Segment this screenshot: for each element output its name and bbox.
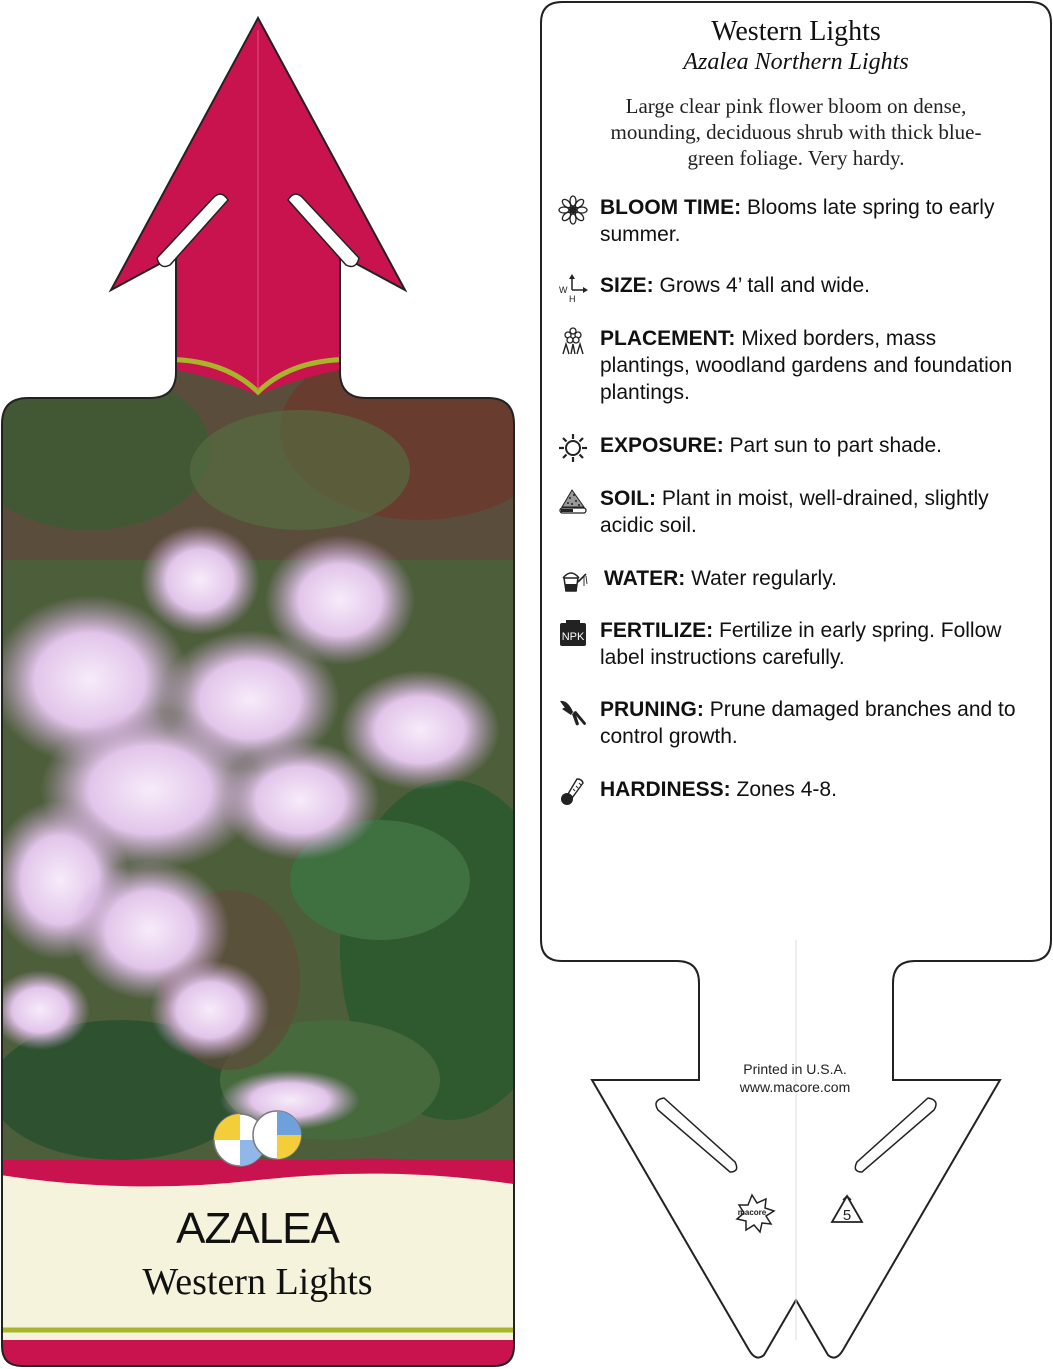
- soil-label: SOIL:: [600, 487, 656, 510]
- soil-text: Plant in moist, well-drained, slightly acidic soil.: [600, 487, 989, 537]
- azalea-photo: [0, 340, 560, 1160]
- size-label: SIZE:: [600, 274, 654, 297]
- info-placement: [558, 325, 1028, 406]
- recycle-number: 5: [842, 1207, 852, 1224]
- water-label: WATER:: [604, 567, 686, 590]
- info-hardiness: [558, 776, 1028, 803]
- printed-in-usa: [700, 1060, 890, 1096]
- flower-icon: [558, 195, 588, 225]
- water-text: Water regularly.: [691, 567, 837, 590]
- info-soil: [558, 485, 1028, 539]
- bloom-time-label: BLOOM TIME:: [600, 196, 742, 219]
- soil-icon: [558, 486, 588, 516]
- pruners-icon: [558, 697, 588, 727]
- info-water: [558, 565, 1028, 592]
- pruning-text: Prune damaged branches and to control growth.: [600, 698, 1016, 748]
- size-icon-w: W: [559, 285, 568, 295]
- placement-label: PLACEMENT:: [600, 327, 736, 350]
- size-arrows-icon: [558, 273, 588, 303]
- exposure-text: Part sun to part shade.: [729, 434, 943, 457]
- back-title: Western Lights: [711, 16, 881, 47]
- info-exposure: [558, 432, 1028, 459]
- info-size: [558, 272, 1028, 303]
- watering-can-icon: [558, 566, 588, 596]
- pruning-label: PRUNING:: [600, 698, 704, 721]
- plants-icon: [558, 326, 588, 356]
- npk-text: NPK: [561, 631, 585, 643]
- npk-icon: [558, 618, 588, 648]
- front-genus-title: AZALEA: [176, 1204, 339, 1253]
- bloom-time-text: Blooms late spring to early summer.: [600, 196, 995, 246]
- info-bloom-time: [558, 194, 1028, 248]
- thermometer-icon: [558, 777, 588, 807]
- hardiness-text: Zones 4-8.: [736, 778, 837, 801]
- plant-description: Large clear pink flower bloom on dense, mounding, deciduous shrub with thick blue-green foliage. Very hardy.: [610, 94, 982, 170]
- macore-brand-text: macore: [737, 1208, 767, 1217]
- fertilize-label: FERTILIZE:: [600, 619, 714, 642]
- size-text: Grows 4’ tall and wide.: [659, 274, 870, 297]
- exposure-label: EXPOSURE:: [600, 434, 724, 457]
- sun-icon: [558, 433, 588, 463]
- hardiness-label: HARDINESS:: [600, 778, 731, 801]
- size-icon-h: H: [569, 294, 576, 303]
- printed-line1: Printed in U.S.A.: [743, 1061, 847, 1077]
- printed-line2: www.macore.com: [739, 1079, 851, 1095]
- fertilize-text: Fertilize in early spring. Follow label instructions carefully.: [600, 619, 1002, 669]
- back-subtitle: Azalea Northern Lights: [683, 49, 909, 75]
- placement-text: Mixed borders, mass plantings, woodland gardens and foundation plantings.: [600, 327, 1013, 404]
- info-pruning: [558, 696, 1028, 750]
- front-variety-title: Western Lights: [142, 1261, 373, 1303]
- info-fertilize: [558, 617, 1028, 671]
